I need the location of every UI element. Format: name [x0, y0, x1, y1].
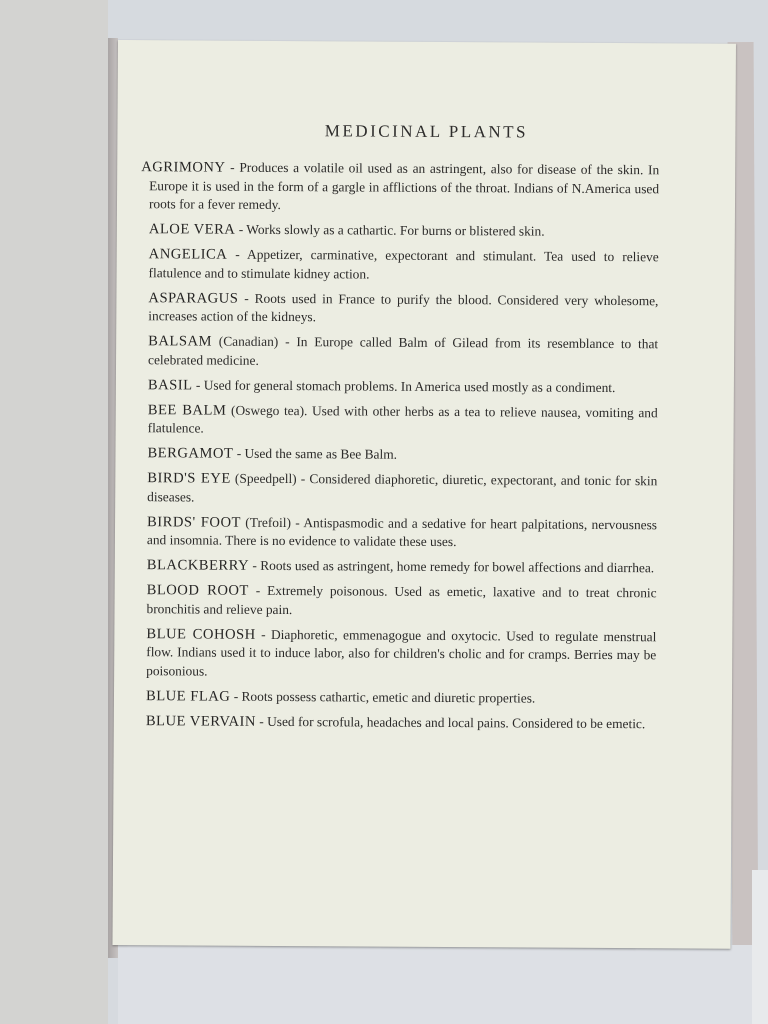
- entry-separator: -: [278, 333, 297, 350]
- plant-description: Used for scrofula, headaches and local pains. Considered to be emetic.: [267, 713, 646, 731]
- plant-name: BIRDS' FOOT: [147, 513, 241, 531]
- plant-entry-bee-balm: [140, 401, 658, 441]
- page-title: MEDICINAL PLANTS: [324, 121, 529, 142]
- entry-separator: -: [290, 514, 304, 530]
- table-surface: [118, 945, 768, 1024]
- plant-entry-blue-vervain: [138, 712, 656, 734]
- entry-separator: -: [192, 376, 204, 393]
- entry-separator: -: [238, 290, 255, 306]
- plant-description: Produces a volatile oil used as an astringent, also for disease of the skin. In Europe it is used in the form of a gargle in afflictions of the throat. Indians of N.America used roots for a fever remedy.: [148, 159, 660, 212]
- entry-separator: -: [255, 626, 272, 642]
- plant-entry-agrimony: [141, 158, 659, 217]
- plant-entry-balsam: [140, 332, 658, 372]
- plant-description: Roots used in France to purify the blood. Considered very wholesome, increases action of the kidneys.: [148, 290, 659, 325]
- plant-description: Extremely poisonous. Used as emetic, laxative and to treat chronic bronchitis and relieve pain.: [146, 582, 657, 617]
- plant-description: Antispasmodic and a sedative for heart palpitations, nervousness and insomnia. There is no evidence to validate these uses.: [146, 514, 658, 550]
- entry-separator: -: [227, 246, 248, 262]
- entry-separator: -: [233, 445, 245, 461]
- plant-description: Used for general stomach problems. In America used mostly as a condiment.: [203, 377, 616, 395]
- plant-name: ASPARAGUS: [148, 289, 239, 307]
- plant-description: In Europe called Balm of Gilead from its resemblance to that celebrated medicine.: [148, 334, 659, 368]
- plant-description: Diaphoretic, emmenagogue and oxytocic. Used to regulate menstrual flow. Indians used it to induce labor, also for children's cholic and for cramps. Berries may be poisonious.: [146, 626, 657, 679]
- plant-entry-blackberry: [139, 556, 657, 578]
- plant-entry-blue-flag: [138, 687, 656, 709]
- plant-entry-list: [138, 158, 660, 740]
- entry-separator: -: [249, 557, 261, 573]
- plant-name: BLUE COHOSH: [146, 625, 256, 643]
- plant-name: BLACKBERRY: [146, 557, 250, 574]
- entry-separator: -: [255, 713, 268, 729]
- plant-qualifier: (Speedpell): [230, 470, 297, 487]
- plant-name: BIRD'S EYE: [147, 470, 231, 487]
- plant-entry-basil: [140, 376, 658, 398]
- plant-name: AGRIMONY: [141, 159, 226, 176]
- plant-qualifier: (Oswego tea).: [226, 402, 308, 418]
- document-page: [112, 40, 736, 949]
- entry-separator: -: [296, 471, 310, 487]
- plant-description: Roots used as astringent, home remedy for bowel affections and diarrhea.: [260, 557, 655, 576]
- plant-qualifier: (Canadian): [211, 333, 279, 349]
- entry-separator: -: [235, 221, 247, 237]
- underlying-sheet: [752, 870, 768, 1024]
- plant-name: BERGAMOT: [147, 445, 234, 462]
- entry-separator: -: [225, 159, 240, 175]
- plant-name: BLOOD ROOT: [146, 582, 249, 599]
- plant-entry-bergamot: [139, 444, 657, 466]
- entry-separator: -: [230, 688, 242, 704]
- plant-description: Works slowly as a cathartic. For burns or blistered skin.: [246, 221, 545, 239]
- plant-name: BEE BALM: [147, 401, 227, 419]
- plant-entry-aloe-vera: [141, 220, 659, 242]
- plant-entry-blue-cohosh: [138, 625, 656, 684]
- plant-name: ANGELICA: [148, 246, 228, 263]
- plant-description: Used with other herbs as a tea to relieve nausea, vomiting and flatulence.: [147, 402, 658, 436]
- booklet-cover-left: [0, 0, 108, 1024]
- plant-description: Used the same as Bee Balm.: [244, 445, 398, 462]
- entry-separator: -: [248, 582, 268, 598]
- plant-name: ALOE VERA: [148, 221, 236, 238]
- plant-description: Appetizer, carminative, expectorant and stimulant. Tea used to relieve flatulence and to stimulate kidney action.: [148, 246, 659, 282]
- plant-entry-asparagus: [140, 289, 658, 329]
- plant-qualifier: (Trefoil): [240, 514, 291, 530]
- plant-description: Considered diaphoretic, diuretic, expectorant, and tonic for skin diseases.: [147, 471, 658, 504]
- plant-name: BLUE VERVAIN: [145, 712, 256, 730]
- plant-entry-birds-eye: [139, 469, 657, 509]
- plant-name: BLUE FLAG: [145, 687, 231, 705]
- plant-name: BALSAM: [148, 333, 213, 350]
- plant-entry-birds-foot: [139, 513, 657, 553]
- plant-entry-blood-root: [138, 581, 656, 621]
- plant-entry-angelica: [141, 245, 659, 285]
- plant-name: BASIL: [147, 376, 193, 393]
- plant-description: Roots possess cathartic, emetic and diuretic properties.: [241, 688, 536, 706]
